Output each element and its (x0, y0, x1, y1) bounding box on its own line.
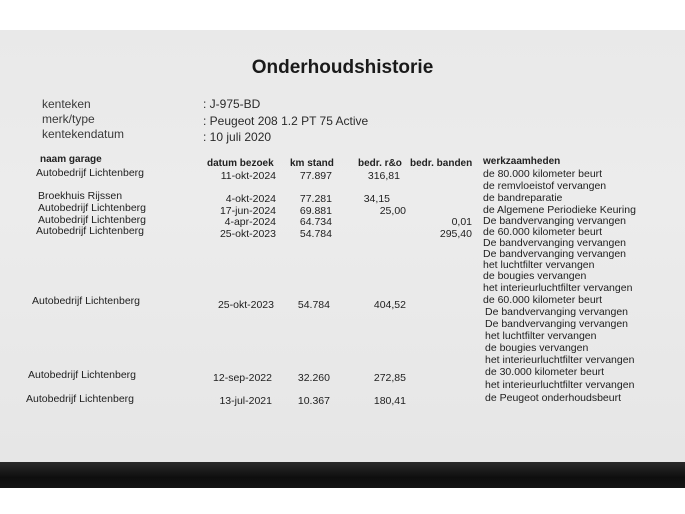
work-line: de remvloeistof vervangen (483, 180, 607, 192)
table-row-ro: 404,52 (373, 299, 406, 311)
table-row-garage: Autobedrijf Lichtenberg (36, 167, 144, 179)
work-line: de 60.000 kilometer beurt (483, 226, 603, 238)
work-line: het interieurluchtfilter vervangen (483, 282, 633, 294)
table-row-ro: 180,41 (373, 395, 406, 407)
table-row-ro: 316,81 (367, 170, 400, 182)
table-row-km: 54.784 (299, 228, 332, 240)
header-tires: bedr. banden (410, 158, 473, 169)
work-line: De bandvervanging vervangen (483, 215, 627, 227)
table-row-garage: Autobedrijf Lichtenberg (38, 202, 146, 214)
work-line: de 30.000 kilometer beurt (485, 366, 605, 378)
table-row-km: 77.897 (299, 170, 332, 182)
table-row-date: 13-jul-2021 (219, 395, 272, 407)
header-date: datum bezoek (207, 158, 274, 169)
value-kentekendatum: : 10 juli 2020 (203, 130, 272, 144)
table-row-garage: Autobedrijf Lichtenberg (38, 214, 146, 226)
page-title: Onderhoudshistorie (251, 57, 434, 78)
work-line: de 60.000 kilometer beurt (483, 294, 603, 306)
table-row-date: 12-sep-2022 (213, 372, 272, 384)
table-row-km: 69.881 (299, 205, 332, 217)
work-line: de bandreparatie (483, 192, 563, 204)
work-line: de Peugeot onderhoudsbeurt (485, 392, 622, 404)
table-row-date: 25-okt-2023 (219, 228, 276, 240)
label-merk-type: merk/type (42, 112, 95, 126)
work-line: De bandvervanging vervangen (483, 237, 627, 249)
work-line: de bougies vervangen (483, 270, 587, 282)
table-row-date: 17-jun-2024 (219, 205, 276, 217)
table-row-date: 11-okt-2024 (220, 170, 276, 182)
work-line: de 80.000 kilometer beurt (483, 168, 603, 180)
work-line: de Algemene Periodieke Keuring (483, 204, 636, 216)
work-line: De bandvervanging vervangen (485, 318, 629, 330)
table-row-garage: Autobedrijf Lichtenberg (32, 295, 140, 307)
table-row-garage: Autobedrijf Lichtenberg (36, 225, 144, 237)
table-row-km: 10.367 (297, 395, 330, 407)
table-row-garage: Autobedrijf Lichtenberg (26, 393, 134, 405)
table-row-km: 32.260 (297, 372, 330, 384)
header-work: werkzaamheden (483, 156, 561, 167)
table-row-date: 25-okt-2023 (217, 299, 274, 311)
work-line: het luchtfilter vervangen (485, 330, 597, 342)
work-line: het interieurluchtfilter vervangen (485, 354, 635, 366)
table-row-tires: 295,40 (439, 228, 472, 240)
table-row-garage: Autobedrijf Lichtenberg (28, 369, 136, 381)
value-merk-type: : Peugeot 208 1.2 PT 75 Active (203, 114, 369, 128)
table-row-tires: 0,01 (451, 216, 472, 228)
table-row-ro: 272,85 (373, 372, 406, 384)
label-kentekendatum: kentekendatum (42, 127, 125, 141)
bottom-margin (0, 488, 685, 514)
table-row-km: 54.784 (297, 299, 330, 311)
header-km: km stand (290, 158, 334, 169)
header-ro: bedr. r&o (358, 158, 402, 169)
table-row-ro: 25,00 (379, 205, 406, 217)
value-kenteken: : J-975-BD (203, 97, 261, 111)
top-margin (0, 0, 685, 30)
bottom-shadow (0, 462, 685, 488)
table-row-date: 4-apr-2024 (224, 216, 276, 228)
header-garage: naam garage (40, 154, 102, 165)
table-row-km: 64.734 (299, 216, 332, 228)
table-row-date: 4-okt-2024 (225, 193, 276, 205)
work-line: het luchtfilter vervangen (483, 259, 595, 271)
table-row-garage: Broekhuis Rijssen (38, 190, 123, 202)
work-line: De bandvervanging vervangen (483, 248, 627, 260)
work-line: De bandvervanging vervangen (485, 306, 629, 318)
label-kenteken: kenteken (42, 97, 91, 111)
work-line: het interieurluchtfilter vervangen (485, 379, 635, 391)
table-row-ro: 34,15 (363, 193, 390, 205)
work-line: de bougies vervangen (485, 342, 589, 354)
table-row-km: 77.281 (299, 193, 332, 205)
